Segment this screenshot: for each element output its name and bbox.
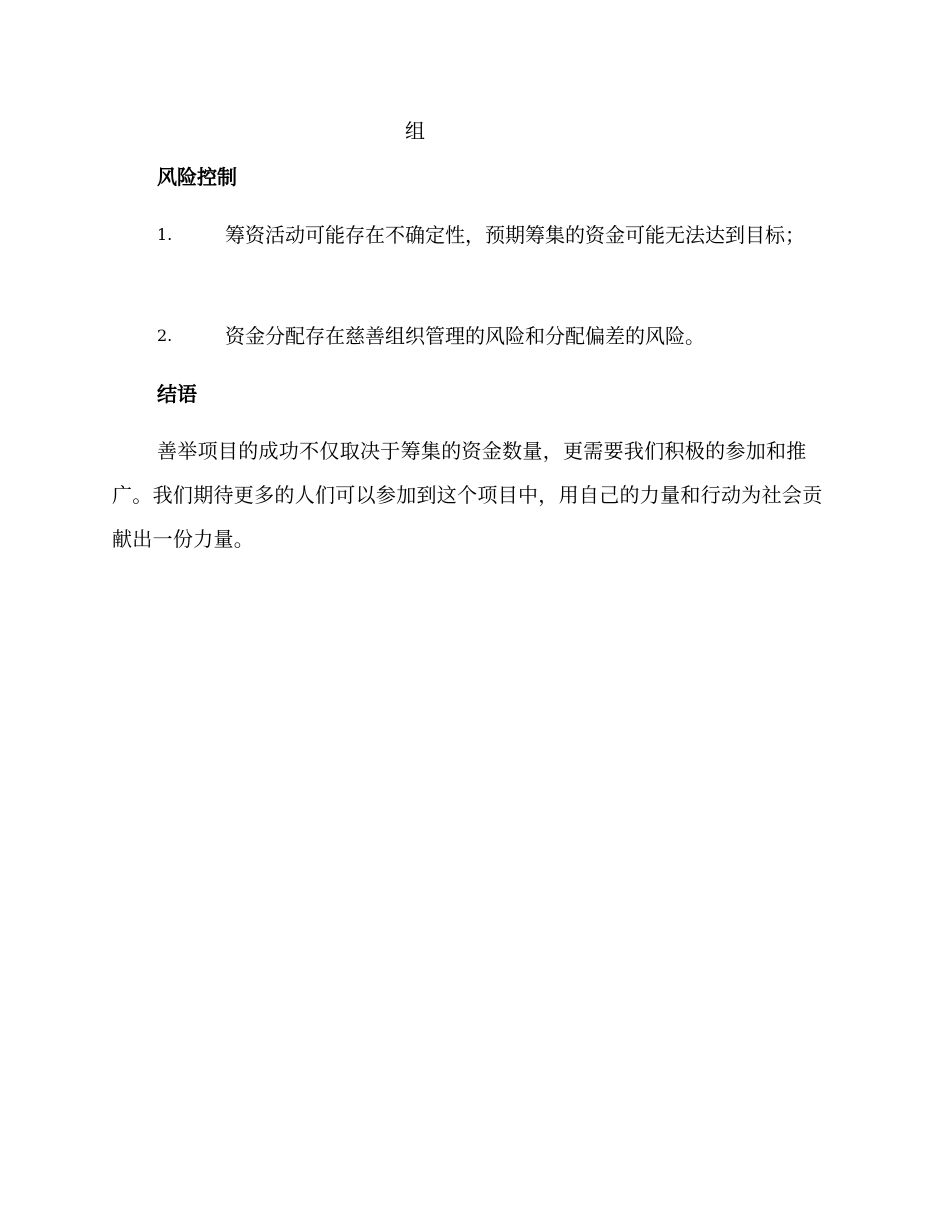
list-item-number: 2.: [157, 326, 173, 345]
conclusion-heading: 结语: [157, 382, 197, 406]
carryover-text: 组: [405, 119, 425, 143]
risk-control-heading: 风险控制: [157, 165, 237, 189]
list-item-text: 资金分配存在慈善组织管理的风险和分配偏差的风险。: [225, 324, 705, 348]
list-item-text: 筹资活动可能存在不确定性，预期筹集的资金可能无法达到目标；: [225, 223, 805, 247]
list-item-number: 1.: [157, 225, 173, 244]
list-item: [112, 213, 832, 257]
list-item: [112, 314, 832, 358]
conclusion-paragraph: 善举项目的成功不仅取决于筹集的资金数量，更需要我们积极的参加和推广。我们期待更多的人们可以参加到这个项目中，用自己的力量和行动为社会贡献出一份力量。: [112, 439, 823, 551]
